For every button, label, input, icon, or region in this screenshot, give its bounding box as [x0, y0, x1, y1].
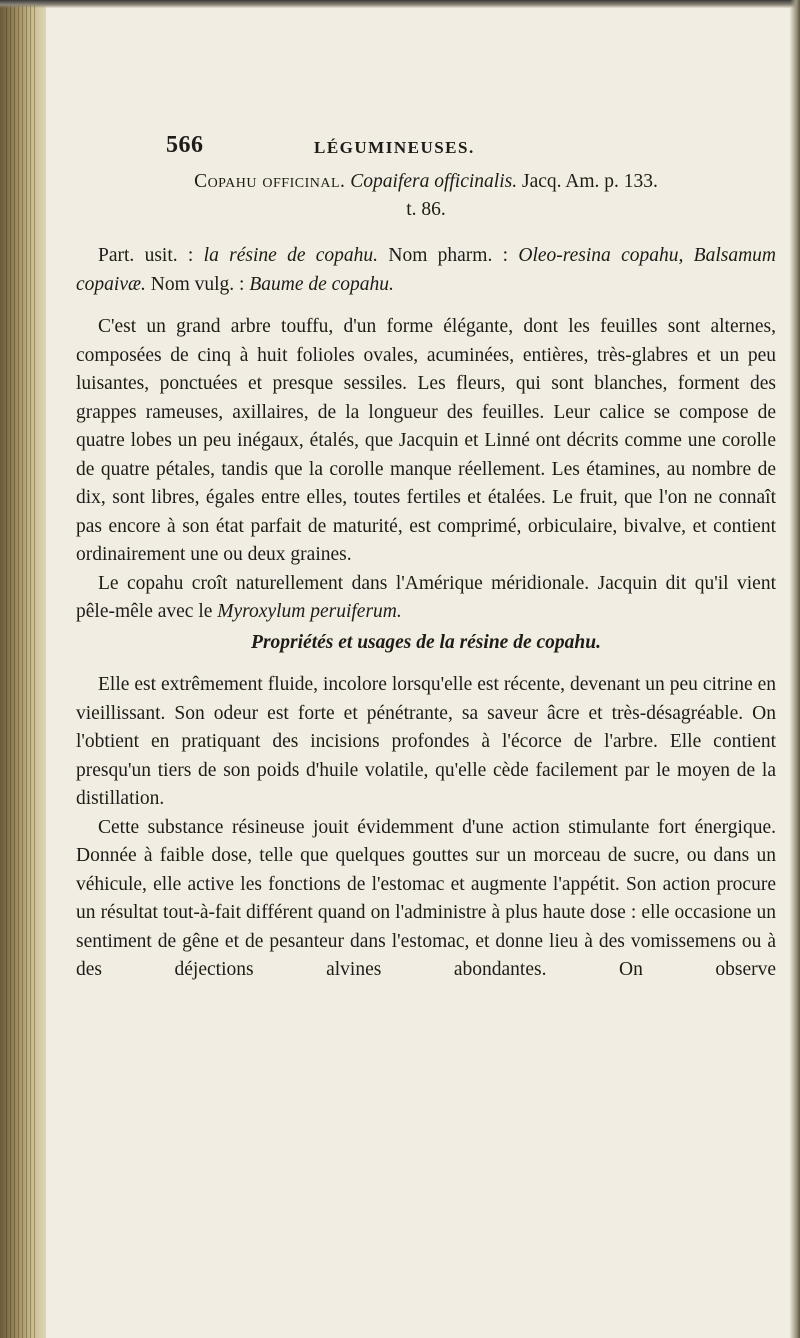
page-header [166, 132, 746, 168]
text-block [76, 168, 776, 985]
book-page [46, 8, 790, 1338]
section-heading: Propriétés et usages de la résine de copahu. [251, 631, 601, 653]
parts-used [76, 242, 776, 299]
pharm-label: Nom pharm. : [388, 245, 509, 266]
top-shadow [0, 0, 800, 8]
entry-latin-name: Copaifera officinalis. [350, 171, 518, 192]
page-number: 566 [166, 132, 204, 158]
running-head: LÉGUMINEUSES. [314, 138, 475, 157]
vulg-name: Baume de copahu. [249, 273, 394, 295]
parts-label: Part. usit. : [98, 245, 194, 266]
myroxylum-name: Myroxylum peruiferum. [217, 601, 402, 622]
properties-paragraph: Elle est extrêmement fluide, incolore lorsqu'elle est récente, devenant un peu citrine en vieillissant. Son odeur est forte et pénétrante, sa saveur âcre et très-désagréable. On l'obtient en pratiquant des incisions profondes à l'écorce de l'arbre. Elle contient presqu'un tiers de son poids d'huile volatile, qu'elle cède facilement par le moyen de la distillation. [76, 674, 776, 809]
part-used: la résine de copahu. [203, 245, 379, 266]
entry-reference: Jacq. Am. p. 133. [521, 171, 658, 192]
description-paragraph: C'est un grand arbre touffu, d'un forme élégante, dont les feuilles sont alternes, composées de cinq à huit folioles ovales, acuminées, entières, très-glabres et un peu luisantes, ponctuées et presque sessiles. Les fleurs, qui sont blanches, forment des grappes rameuses, axillaires, de la longueur des feuilles. Leur calice se compose de quatre lobes un peu inégaux, étalés, que Jacquin et Linné ont décrits comme une corolle de quatre pétales, tandis que la corolle manque réellement. Les étamines, au nombre de dix, sont libres, égales entre elles, toutes fertiles et étalées. Le fruit, que l'on ne connaît pas encore à son état parfait de maturité, est comprimé, orbiculaire, bivalve, et contient ordinairement une ou deux graines. [76, 316, 776, 565]
entry-name: Copahu officinal. [194, 171, 346, 192]
habitat-paragraph [76, 570, 776, 627]
action-paragraph: Cette substance résineuse jouit évidemment d'une action stimulante fort énergique. Donnée à faible dose, telle que quelques gouttes sur un morceau de sucre, ou dans un véhicule, elle active les fonctions de l'estomac et augmente l'appétit. Son action procure un résultat tout-à-fait différent quand on l'administre à plus haute dose : elle occasione un sentiment de gêne et de pesanteur dans l'estomac, et donne lieu à des vomissemens ou à des déjections alvines abondantes. On observe [76, 816, 776, 980]
page-edges [6, 0, 36, 1338]
habitat-text: Le copahu croît naturellement dans l'Amérique méridionale. Jacquin dit qu'il vient pêle-mêle avec le [76, 572, 776, 622]
right-shadow [790, 0, 800, 1338]
pharm-name: Oleo-resina copahu, Balsamum copaivæ. [76, 245, 776, 295]
vulg-label: Nom vulg. : [150, 273, 245, 295]
entry-title [76, 168, 776, 224]
entry-plate: t. 86. [406, 199, 446, 220]
